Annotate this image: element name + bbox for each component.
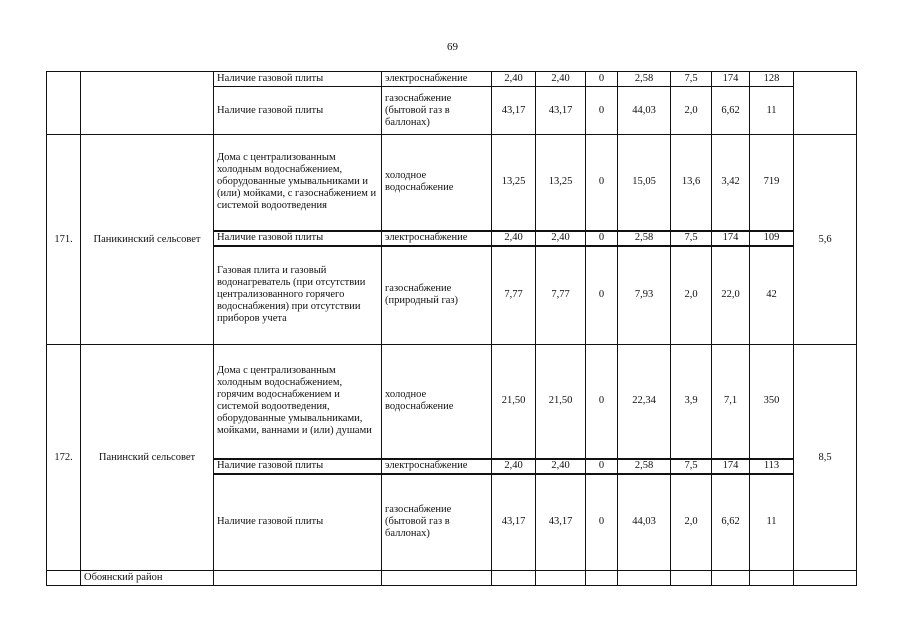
value-cell: 7,1	[712, 345, 750, 459]
value-cell: 113	[750, 459, 794, 474]
value-cell: 43,17	[492, 87, 536, 135]
tariff-table	[46, 71, 857, 586]
service-name: Наличие газовой плиты	[214, 72, 382, 87]
value-cell: 2,58	[618, 72, 671, 87]
value-cell: 13,6	[671, 135, 712, 231]
resource-type: газоснабжение (бытовой газ в баллонах)	[382, 474, 492, 571]
empty-cell	[671, 571, 712, 586]
municipality-name: Паникинский сельсовет	[81, 135, 214, 345]
service-name: Дома с централизованным холодным водоснабжением, горячим водоснабжением и системой водоотведения, оборудованные умывальниками, мойками, ваннами и (или) душами	[214, 345, 382, 459]
value-cell: 0	[586, 345, 618, 459]
value-cell: 174	[712, 459, 750, 474]
service-name: Наличие газовой плиты	[214, 231, 382, 246]
empty-cell	[750, 571, 794, 586]
resource-type: газоснабжение (бытовой газ в баллонах)	[382, 87, 492, 135]
value-cell: 7,5	[671, 72, 712, 87]
value-cell: 21,50	[536, 345, 586, 459]
value-cell: 7,77	[492, 246, 536, 345]
value-cell: 22,34	[618, 345, 671, 459]
value-cell: 2,40	[536, 72, 586, 87]
value-cell: 6,62	[712, 474, 750, 571]
value-cell: 350	[750, 345, 794, 459]
value-cell: 0	[586, 135, 618, 231]
resource-type: электроснабжение	[382, 231, 492, 246]
empty-cell	[492, 571, 536, 586]
value-cell: 11	[750, 474, 794, 571]
value-cell: 109	[750, 231, 794, 246]
empty-cell	[382, 571, 492, 586]
value-cell: 7,77	[536, 246, 586, 345]
service-name: Дома с централизованным холодным водоснабжением, оборудованные умывальниками и (или) мойками, с газоснабжением и системой водоотведения	[214, 135, 382, 231]
value-cell: 7,5	[671, 231, 712, 246]
index-value: 5,6	[794, 135, 857, 345]
value-cell: 2,40	[492, 231, 536, 246]
empty-cell	[712, 571, 750, 586]
value-cell: 7,93	[618, 246, 671, 345]
service-name: Наличие газовой плиты	[214, 87, 382, 135]
resource-type: электроснабжение	[382, 459, 492, 474]
resource-type: газоснабжение (природный газ)	[382, 246, 492, 345]
value-cell: 6,62	[712, 87, 750, 135]
value-cell: 2,40	[492, 459, 536, 474]
value-cell: 2,0	[671, 246, 712, 345]
value-cell: 2,0	[671, 87, 712, 135]
empty-cell	[214, 571, 382, 586]
index-cell	[794, 72, 857, 135]
empty-cell	[618, 571, 671, 586]
row-number: 171.	[47, 135, 81, 345]
value-cell: 0	[586, 87, 618, 135]
value-cell: 0	[586, 72, 618, 87]
value-cell: 3,42	[712, 135, 750, 231]
value-cell: 21,50	[492, 345, 536, 459]
service-name: Газовая плита и газовый водонагреватель (при отсутствии централизованного горячего водоснабжения) при отсутствии приборов учета	[214, 246, 382, 345]
value-cell: 11	[750, 87, 794, 135]
resource-type: электроснабжение	[382, 72, 492, 87]
index-value: 8,5	[794, 345, 857, 571]
municipality-name: Панинский сельсовет	[81, 345, 214, 571]
value-cell: 42	[750, 246, 794, 345]
value-cell: 0	[586, 459, 618, 474]
value-cell: 44,03	[618, 87, 671, 135]
value-cell: 13,25	[536, 135, 586, 231]
value-cell: 22,0	[712, 246, 750, 345]
value-cell: 174	[712, 72, 750, 87]
table-row	[47, 571, 857, 586]
service-name: Наличие газовой плиты	[214, 474, 382, 571]
value-cell: 43,17	[536, 474, 586, 571]
value-cell: 7,5	[671, 459, 712, 474]
value-cell: 0	[586, 231, 618, 246]
resource-type: холодное водоснабжение	[382, 135, 492, 231]
number-cell	[47, 72, 81, 135]
municipality-cell	[81, 72, 214, 135]
page-number: 69	[447, 41, 458, 53]
value-cell: 2,58	[618, 231, 671, 246]
value-cell: 44,03	[618, 474, 671, 571]
value-cell: 2,40	[492, 72, 536, 87]
table-row	[47, 135, 857, 231]
value-cell: 43,17	[536, 87, 586, 135]
empty-cell	[536, 571, 586, 586]
value-cell: 174	[712, 231, 750, 246]
value-cell: 2,40	[536, 459, 586, 474]
empty-cell	[586, 571, 618, 586]
value-cell: 15,05	[618, 135, 671, 231]
empty-cell	[794, 571, 857, 586]
row-number: 172.	[47, 345, 81, 571]
value-cell: 2,58	[618, 459, 671, 474]
value-cell: 13,25	[492, 135, 536, 231]
value-cell: 719	[750, 135, 794, 231]
table-row	[47, 72, 857, 87]
service-name: Наличие газовой плиты	[214, 459, 382, 474]
value-cell: 0	[586, 474, 618, 571]
number-cell	[47, 571, 81, 586]
district-name: Обоянский район	[81, 571, 214, 586]
resource-type: холодное водоснабжение	[382, 345, 492, 459]
value-cell: 43,17	[492, 474, 536, 571]
value-cell: 128	[750, 72, 794, 87]
value-cell: 3,9	[671, 345, 712, 459]
value-cell: 0	[586, 246, 618, 345]
table-row	[47, 345, 857, 459]
value-cell: 2,40	[536, 231, 586, 246]
value-cell: 2,0	[671, 474, 712, 571]
